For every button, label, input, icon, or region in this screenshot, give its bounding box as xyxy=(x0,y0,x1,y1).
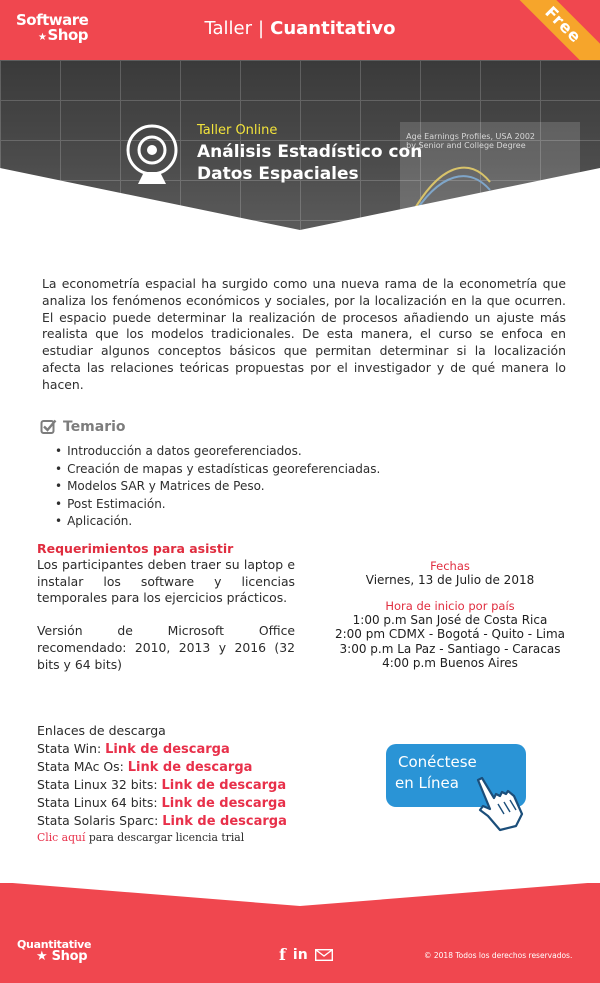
download-row-linux64 xyxy=(37,794,287,812)
hero-banner xyxy=(0,60,600,230)
hero-title-line2: Datos Espaciales xyxy=(197,164,359,184)
download-link-linux64[interactable]: Link de descarga xyxy=(161,796,287,811)
hero-title-line1: Análisis Estadístico con xyxy=(197,142,423,162)
trial-license-link[interactable]: Clic aquí xyxy=(37,831,86,844)
requirements-section xyxy=(37,541,295,673)
header-bar xyxy=(0,0,600,60)
start-time-label: Hora de inicio por país xyxy=(385,599,515,613)
download-link-linux32[interactable]: Link de descarga xyxy=(161,778,287,793)
schedule-section xyxy=(300,559,600,671)
facebook-icon[interactable]: f xyxy=(279,945,286,964)
download-row-win xyxy=(37,740,287,758)
hero-title xyxy=(197,141,422,185)
header-title-left: Taller xyxy=(204,18,253,39)
header-title-separator: | xyxy=(258,18,265,39)
requirements-text: Los participantes deben traer su laptop e instalar los software y licencias temporales para los ejercicios prácticos. xyxy=(37,557,295,606)
webcam-icon xyxy=(124,124,180,190)
download-row-mac xyxy=(37,758,287,776)
temario-title: Temario xyxy=(63,418,126,435)
footer-logo-line2: Shop xyxy=(51,949,88,964)
mail-icon[interactable] xyxy=(315,949,333,961)
connect-line1: Conéctese xyxy=(398,753,477,771)
list-item: • Aplicación. xyxy=(55,513,380,531)
pointer-hand-icon xyxy=(470,776,528,832)
hero-subtitle: Taller Online xyxy=(197,123,278,138)
start-time-row: 3:00 p.m La Paz - Santiago - Caracas xyxy=(339,641,561,656)
social-links xyxy=(279,945,333,964)
intro-paragraph: La econometría espacial ha surgido como una nueva rama de la econometría que analiza los fenómenos económicos y sociales, por la localización en la que ocurren. El espacio puede determinar la realización de procesos añadiendo un ajuste más realista que los modelos tradicionales. De esta manera, el curso se enfoca en estudiar algunos conceptos básicos que permitan determinar si la localización afecta las relaciones teóricas propuestas por el investigador y de qué manera lo hacen. xyxy=(42,276,566,392)
connect-line2: en Línea xyxy=(395,774,459,792)
download-row-solaris xyxy=(37,812,287,830)
start-time-row: 4:00 p.m Buenos Aires xyxy=(382,656,518,671)
header-title xyxy=(0,18,600,39)
temario-heading xyxy=(40,418,126,435)
download-link-solaris[interactable]: Link de descarga xyxy=(162,814,287,829)
download-link-win[interactable]: Link de descarga xyxy=(105,742,230,757)
start-time-row: 1:00 p.m San José de Costa Rica xyxy=(352,613,548,627)
download-label: Stata Win: xyxy=(37,741,102,756)
downloads-section xyxy=(37,723,287,844)
list-item: • Modelos SAR y Matrices de Peso. xyxy=(55,478,380,496)
event-date: Viernes, 13 de Julio de 2018 xyxy=(365,573,535,587)
copyright-text: © 2018 Todos los derechos reservados. xyxy=(424,951,573,960)
download-label: Stata MAc Os: xyxy=(37,759,124,774)
dates-label: Fechas xyxy=(430,559,470,573)
footer-logo-line1: Quantitative xyxy=(17,938,92,951)
logo-line1: Software xyxy=(16,11,89,29)
trial-row xyxy=(37,831,287,844)
checkbox-icon xyxy=(40,418,57,435)
logo-line2: Shop xyxy=(47,26,88,44)
hero-chart-caption-line2: by Senior and College Degree xyxy=(406,141,526,150)
footer xyxy=(0,883,600,983)
footer-chevron xyxy=(0,882,600,906)
hero-chart-caption-line1: Age Earnings Profiles, USA 2002 xyxy=(406,132,535,141)
temario-list xyxy=(55,443,380,531)
download-link-mac[interactable]: Link de descarga xyxy=(127,760,253,775)
download-label: Stata Linux 32 bits: xyxy=(37,777,158,792)
quantitative-shop-logo[interactable]: Quantitative ★ Shop xyxy=(17,938,92,964)
list-item: • Creación de mapas y estadísticas georeferenciadas. xyxy=(55,461,380,479)
trial-text: para descargar licencia trial xyxy=(88,831,245,844)
download-label: Stata Solaris Sparc: xyxy=(37,813,159,828)
office-version-text: Versión de Microsoft Office recomendado: 2010, 2013 y 2016 (32 bits y 64 bits) xyxy=(37,623,295,672)
start-time-row: 2:00 pm CDMX - Bogotá - Quito - Lima xyxy=(334,627,566,642)
requirements-title: Requerimientos para asistir xyxy=(37,541,234,556)
start-times xyxy=(300,613,600,671)
downloads-title: Enlaces de descarga xyxy=(37,723,166,738)
list-item: • Introducción a datos georeferenciados. xyxy=(55,443,380,461)
download-row-linux32 xyxy=(37,776,287,794)
download-label: Stata Linux 64 bits: xyxy=(37,795,158,810)
header-title-right: Cuantitativo xyxy=(270,18,396,39)
free-badge: Free xyxy=(501,0,600,60)
linkedin-icon[interactable]: in xyxy=(292,946,308,963)
hero-chart-caption xyxy=(406,132,535,150)
star-icon: ★ xyxy=(38,32,47,43)
list-item: • Post Estimación. xyxy=(55,496,380,514)
